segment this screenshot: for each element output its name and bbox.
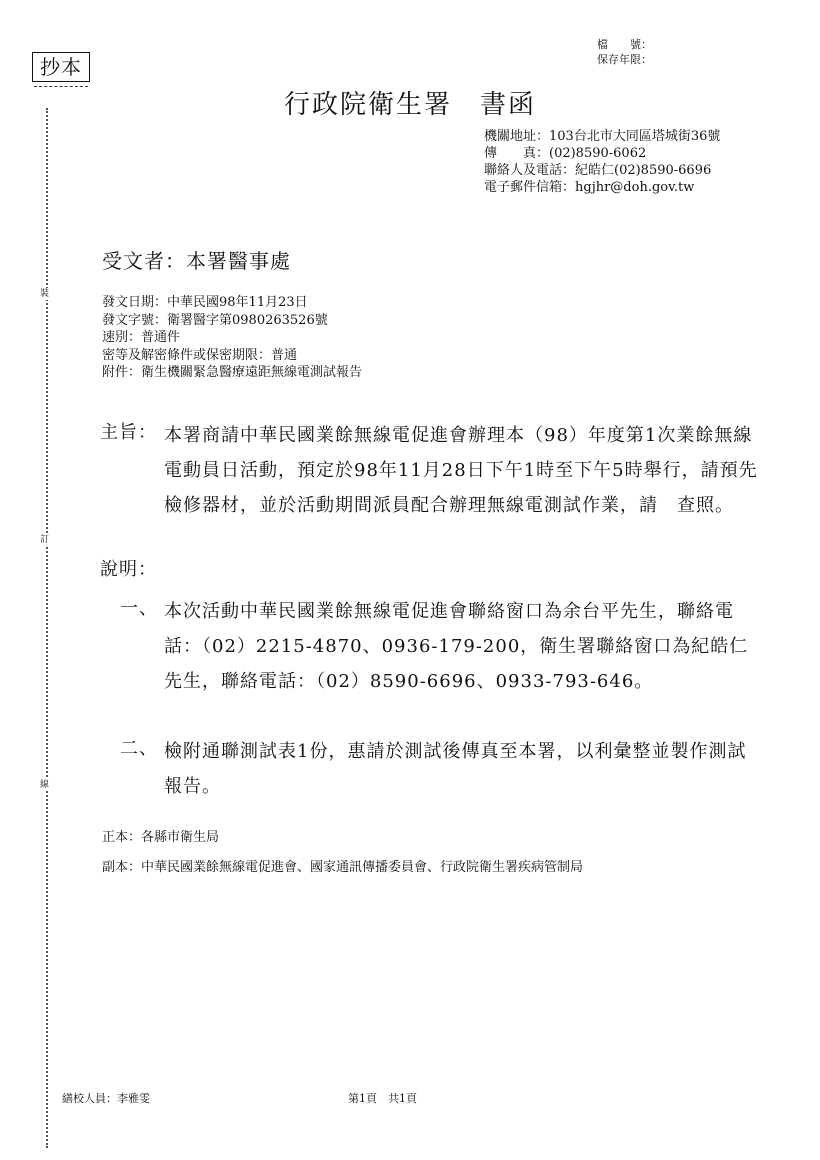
file-number: 檔 號：	[597, 38, 652, 51]
delivery-speed: 速別：普通件	[102, 330, 181, 345]
email-line: 電子郵件信箱：hgjhr@doh.gov.tw	[484, 180, 695, 195]
explanation-label: 說明：	[100, 559, 157, 580]
binding-mark-bottom: 線	[40, 780, 50, 790]
explanation-item-number: 一、	[120, 598, 158, 619]
copy-stamp: 抄本	[32, 52, 90, 82]
copy-recipients: 副本：中華民國業餘無線電促進會、國家通訊傳播委員會、行政院衛生署疾病管制局	[102, 860, 584, 875]
page-number: 第1頁 共1頁	[348, 1092, 417, 1105]
subject-text: 本署商請中華民國業餘無線電促進會辦理本（98）年度第1次業餘無線電動員日活動，預定於98年11月28日下午1時至下午5時舉行，請預先檢修器材，並於活動期間派員配合辦理無線電測試作業，請 查照。	[164, 425, 758, 516]
proofreader: 繕校人員：李雅雯	[62, 1092, 150, 1105]
document-number: 發文字號：衛署醫字第0980263526號	[102, 312, 328, 328]
subject-label: 主旨：	[100, 422, 157, 443]
attachment: 附件：衛生機關緊急醫療遠距無線電測試報告	[102, 365, 363, 380]
explanation-item-number: 二、	[120, 738, 158, 759]
recipient: 受文者：本署醫事處	[102, 249, 291, 273]
explanation-item-text: 檢附通聯測試表1份，惠請於測試後傳真至本署，以利彙整並製作測試報告。	[164, 741, 747, 797]
document-title: 行政院衛生署 書函	[283, 90, 536, 120]
retention-period: 保存年限：	[597, 53, 652, 66]
contact-person-line: 聯絡人及電話：紀皓仁(02)8590-6696	[484, 163, 712, 178]
secrecy-level: 密等及解密條件或保密期限：普通	[102, 347, 298, 363]
address-line: 機關地址：103台北市大同區塔城街36號	[484, 129, 721, 144]
contact-block	[484, 128, 720, 196]
binding-line	[46, 108, 48, 1148]
binding-mark-top: 裝	[40, 289, 50, 299]
fax-line: 傳 真：(02)8590-6062	[484, 146, 647, 161]
meta-block	[102, 294, 362, 382]
issue-date: 發文日期：中華民國98年11月23日	[102, 295, 308, 310]
binding-mark-middle: 訂	[40, 535, 50, 545]
original-recipients: 正本：各縣市衛生局	[102, 830, 220, 845]
explanation-item-text: 本次活動中華民國業餘無線電促進會聯絡窗口為余台平先生，聯絡電話：（02）2215-4870、0936-179-200，衛生署聯絡窗口為紀皓仁先生，聯絡電話：（02）8590-6696、0933-793-646。	[164, 601, 749, 692]
